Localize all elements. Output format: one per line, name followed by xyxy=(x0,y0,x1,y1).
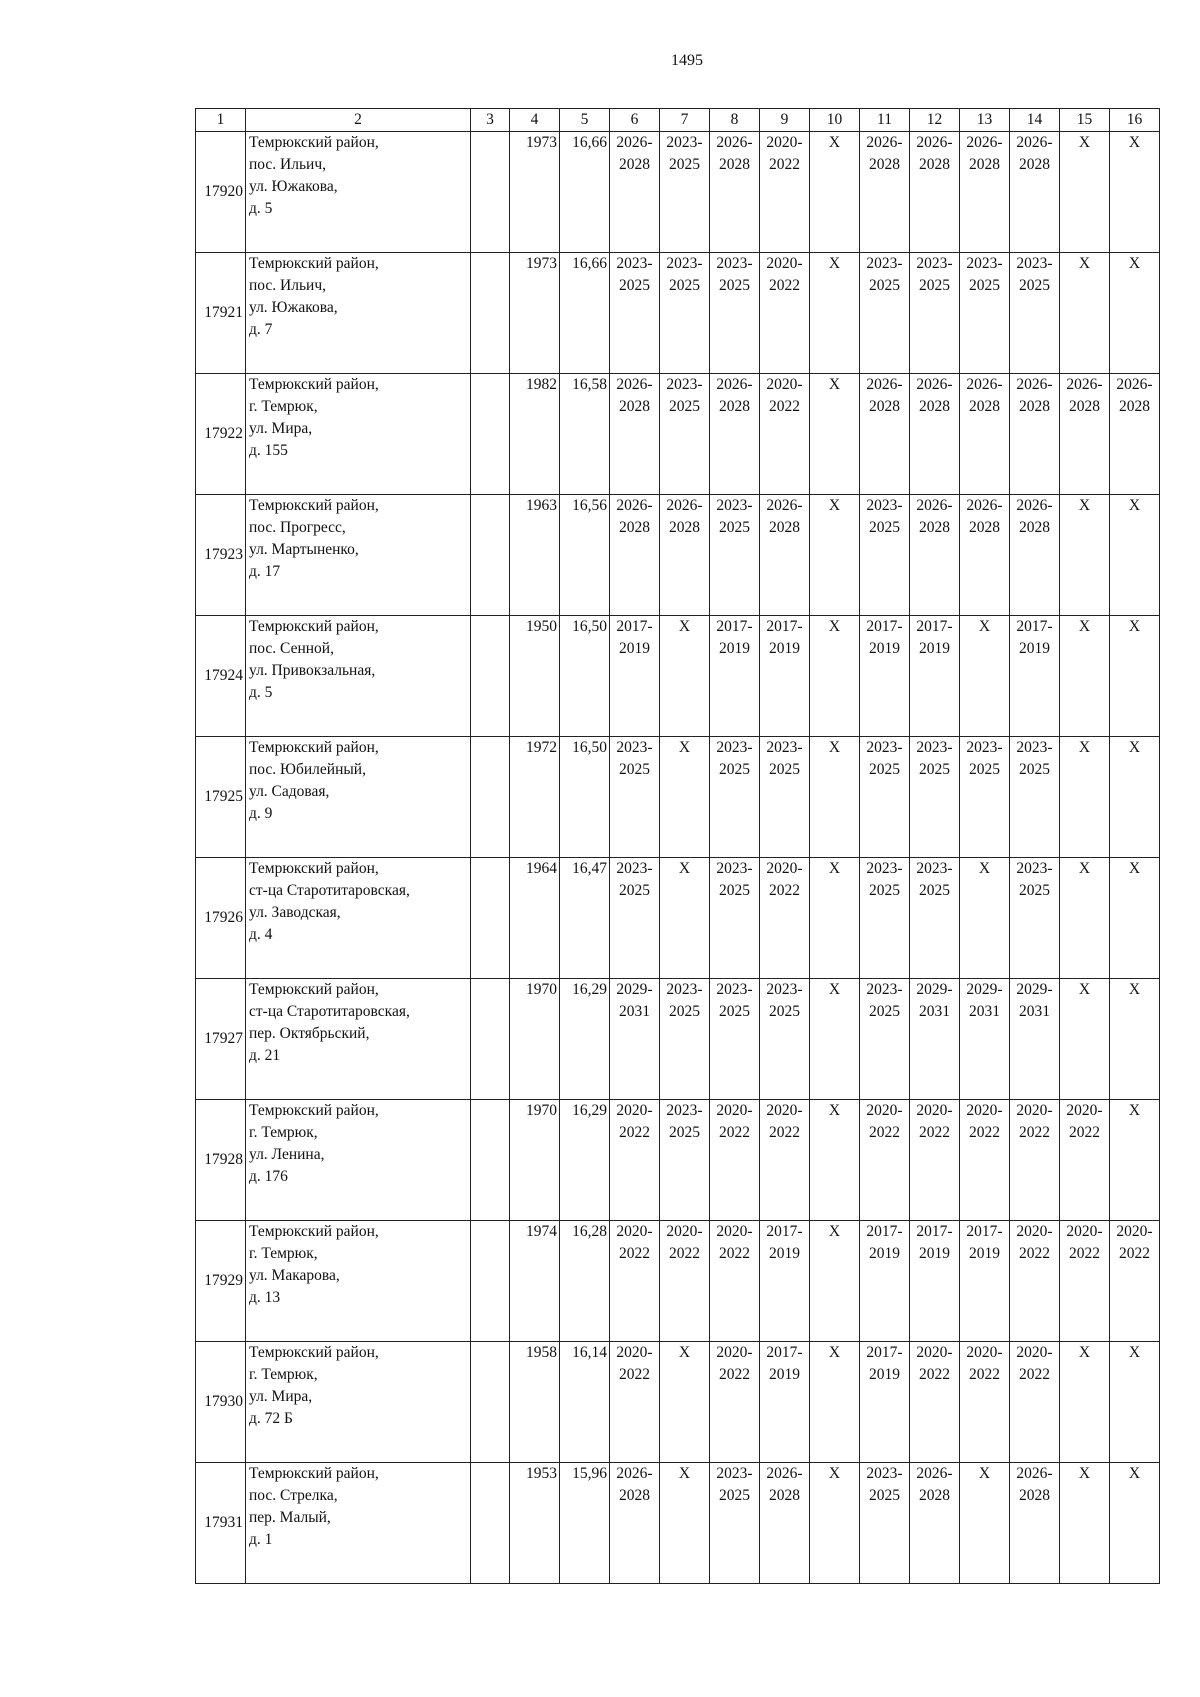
period-cell-col-15: Х xyxy=(1060,1463,1110,1584)
value-cell: 16,29 xyxy=(560,1100,610,1221)
period-cell-col-16: Х xyxy=(1110,737,1160,858)
period-cell-col-12: 2020- 2022 xyxy=(910,1100,960,1221)
period-cell-col-8: 2023- 2025 xyxy=(710,1463,760,1584)
period-cell-col-10: Х xyxy=(810,253,860,374)
address-line: Темрюкский район, xyxy=(249,1102,379,1119)
period-cell-col-7: Х xyxy=(660,1463,710,1584)
period-cell-col-8: 2023- 2025 xyxy=(710,858,760,979)
period-cell-col-6: 2023- 2025 xyxy=(610,737,660,858)
year-cell: 1964 xyxy=(510,858,560,979)
address-line: Темрюкский район, xyxy=(249,255,379,272)
period-cell-col-8: 2020- 2022 xyxy=(710,1100,760,1221)
period-cell-col-8: 2017- 2019 xyxy=(710,616,760,737)
period-cell-col-14: 2026- 2028 xyxy=(1010,374,1060,495)
column-3-cell xyxy=(471,253,510,374)
column-header-8: 8 xyxy=(710,109,760,132)
period-cell-col-13: 2020- 2022 xyxy=(960,1100,1010,1221)
period-cell-col-9: 2017- 2019 xyxy=(760,1342,810,1463)
address-line: Темрюкский район, xyxy=(249,981,379,998)
period-cell-col-15: Х xyxy=(1060,858,1110,979)
period-cell-col-15: 2020- 2022 xyxy=(1060,1100,1110,1221)
table-row xyxy=(196,1463,1160,1584)
period-cell-col-11: 2023- 2025 xyxy=(860,737,910,858)
period-cell-col-6: 2029- 2031 xyxy=(610,979,660,1100)
address-line: д. 1 xyxy=(249,1531,273,1548)
year-cell: 1973 xyxy=(510,253,560,374)
period-cell-col-12: 2023- 2025 xyxy=(910,737,960,858)
address-line: ул. Привокзальная, xyxy=(249,662,376,679)
value-cell: 16,50 xyxy=(560,616,610,737)
address-line: д. 72 Б xyxy=(249,1410,293,1427)
row-number: 17929 xyxy=(196,1221,246,1342)
value-cell: 16,66 xyxy=(560,132,610,253)
table-row xyxy=(196,858,1160,979)
value-cell: 16,66 xyxy=(560,253,610,374)
period-cell-col-9: 2017- 2019 xyxy=(760,1221,810,1342)
period-cell-col-14: 2020- 2022 xyxy=(1010,1100,1060,1221)
period-cell-col-13: 2017- 2019 xyxy=(960,1221,1010,1342)
address-line: д. 17 xyxy=(249,563,281,580)
address-line: ул. Макарова, xyxy=(249,1267,340,1284)
table-row xyxy=(196,1342,1160,1463)
period-cell-col-10: Х xyxy=(810,979,860,1100)
row-number: 17920 xyxy=(196,132,246,253)
address-line: д. 176 xyxy=(249,1168,288,1185)
address-cell xyxy=(246,737,471,858)
row-number: 17928 xyxy=(196,1100,246,1221)
period-cell-col-9: 2020- 2022 xyxy=(760,374,810,495)
period-cell-col-8: 2023- 2025 xyxy=(710,737,760,858)
column-header-4: 4 xyxy=(510,109,560,132)
period-cell-col-16: Х xyxy=(1110,495,1160,616)
year-cell: 1972 xyxy=(510,737,560,858)
period-cell-col-13: 2020- 2022 xyxy=(960,1342,1010,1463)
period-cell-col-12: 2029- 2031 xyxy=(910,979,960,1100)
period-cell-col-15: Х xyxy=(1060,1342,1110,1463)
address-line: Темрюкский район, xyxy=(249,497,379,514)
address-line: пос. Ильич, xyxy=(249,156,327,173)
period-cell-col-11: 2023- 2025 xyxy=(860,495,910,616)
period-cell-col-13: Х xyxy=(960,1463,1010,1584)
column-3-cell xyxy=(471,1463,510,1584)
period-cell-col-7: Х xyxy=(660,737,710,858)
column-3-cell xyxy=(471,737,510,858)
period-cell-col-7: 2023- 2025 xyxy=(660,1100,710,1221)
address-line: пос. Стрелка, xyxy=(249,1487,338,1504)
period-cell-col-14: 2026- 2028 xyxy=(1010,1463,1060,1584)
period-cell-col-16: 2020- 2022 xyxy=(1110,1221,1160,1342)
period-cell-col-10: Х xyxy=(810,374,860,495)
period-cell-col-14: 2020- 2022 xyxy=(1010,1221,1060,1342)
period-cell-col-6: 2023- 2025 xyxy=(610,858,660,979)
period-cell-col-11: 2023- 2025 xyxy=(860,858,910,979)
period-cell-col-13: 2023- 2025 xyxy=(960,737,1010,858)
row-number: 17925 xyxy=(196,737,246,858)
value-cell: 16,56 xyxy=(560,495,610,616)
period-cell-col-11: 2023- 2025 xyxy=(860,1463,910,1584)
column-header-9: 9 xyxy=(760,109,810,132)
address-line: пос. Юбилейный, xyxy=(249,761,366,778)
table-row xyxy=(196,374,1160,495)
address-cell xyxy=(246,1342,471,1463)
address-line: пер. Малый, xyxy=(249,1509,331,1526)
address-cell xyxy=(246,858,471,979)
address-line: пос. Сенной, xyxy=(249,640,334,657)
value-cell: 16,29 xyxy=(560,979,610,1100)
period-cell-col-10: Х xyxy=(810,616,860,737)
period-cell-col-11: 2017- 2019 xyxy=(860,1221,910,1342)
column-header-5: 5 xyxy=(560,109,610,132)
period-cell-col-15: 2026- 2028 xyxy=(1060,374,1110,495)
period-cell-col-16: Х xyxy=(1110,616,1160,737)
address-line: ст-ца Старотитаровская, xyxy=(249,882,410,899)
period-cell-col-6: 2020- 2022 xyxy=(610,1342,660,1463)
column-header-15: 15 xyxy=(1060,109,1110,132)
period-cell-col-8: 2020- 2022 xyxy=(710,1342,760,1463)
row-number: 17921 xyxy=(196,253,246,374)
period-cell-col-9: 2023- 2025 xyxy=(760,979,810,1100)
address-line: д. 7 xyxy=(249,321,273,338)
period-cell-col-13: Х xyxy=(960,616,1010,737)
year-cell: 1950 xyxy=(510,616,560,737)
period-cell-col-6: 2017- 2019 xyxy=(610,616,660,737)
table-row xyxy=(196,979,1160,1100)
value-cell: 15,96 xyxy=(560,1463,610,1584)
period-cell-col-15: Х xyxy=(1060,132,1110,253)
period-cell-col-10: Х xyxy=(810,737,860,858)
value-cell: 16,47 xyxy=(560,858,610,979)
year-cell: 1974 xyxy=(510,1221,560,1342)
year-cell: 1970 xyxy=(510,979,560,1100)
column-header-3: 3 xyxy=(471,109,510,132)
period-cell-col-16: Х xyxy=(1110,1463,1160,1584)
address-line: Темрюкский район, xyxy=(249,739,379,756)
year-cell: 1953 xyxy=(510,1463,560,1584)
period-cell-col-15: 2020- 2022 xyxy=(1060,1221,1110,1342)
period-cell-col-11: 2017- 2019 xyxy=(860,1342,910,1463)
address-line: д. 21 xyxy=(249,1047,281,1064)
address-line: Темрюкский район, xyxy=(249,1344,379,1361)
period-cell-col-15: Х xyxy=(1060,616,1110,737)
table-row xyxy=(196,1221,1160,1342)
column-3-cell xyxy=(471,1100,510,1221)
period-cell-col-15: Х xyxy=(1060,495,1110,616)
period-cell-col-7: 2023- 2025 xyxy=(660,132,710,253)
address-cell xyxy=(246,1463,471,1584)
period-cell-col-12: 2020- 2022 xyxy=(910,1342,960,1463)
period-cell-col-6: 2023- 2025 xyxy=(610,253,660,374)
period-cell-col-10: Х xyxy=(810,1463,860,1584)
column-header-13: 13 xyxy=(960,109,1010,132)
period-cell-col-12: 2026- 2028 xyxy=(910,374,960,495)
address-line: Темрюкский район, xyxy=(249,376,379,393)
column-header-16: 16 xyxy=(1110,109,1160,132)
period-cell-col-11: 2026- 2028 xyxy=(860,132,910,253)
period-cell-col-13: 2026- 2028 xyxy=(960,495,1010,616)
period-cell-col-16: Х xyxy=(1110,132,1160,253)
period-cell-col-15: Х xyxy=(1060,253,1110,374)
period-cell-col-16: Х xyxy=(1110,1342,1160,1463)
period-cell-col-7: Х xyxy=(660,1342,710,1463)
column-header-12: 12 xyxy=(910,109,960,132)
period-cell-col-10: Х xyxy=(810,1221,860,1342)
column-header-2: 2 xyxy=(246,109,471,132)
period-cell-col-8: 2020- 2022 xyxy=(710,1221,760,1342)
period-cell-col-11: 2026- 2028 xyxy=(860,374,910,495)
table-row xyxy=(196,1100,1160,1221)
address-line: д. 4 xyxy=(249,926,273,943)
period-cell-col-6: 2026- 2028 xyxy=(610,495,660,616)
period-cell-col-10: Х xyxy=(810,858,860,979)
value-cell: 16,28 xyxy=(560,1221,610,1342)
column-3-cell xyxy=(471,132,510,253)
address-cell xyxy=(246,1221,471,1342)
header-row xyxy=(196,109,1160,132)
period-cell-col-13: 2023- 2025 xyxy=(960,253,1010,374)
period-cell-col-14: 2023- 2025 xyxy=(1010,858,1060,979)
address-line: д. 5 xyxy=(249,684,273,701)
period-cell-col-12: 2026- 2028 xyxy=(910,132,960,253)
address-cell xyxy=(246,979,471,1100)
row-number: 17931 xyxy=(196,1463,246,1584)
period-cell-col-7: 2026- 2028 xyxy=(660,495,710,616)
period-cell-col-7: 2023- 2025 xyxy=(660,374,710,495)
row-number: 17926 xyxy=(196,858,246,979)
address-line: г. Темрюк, xyxy=(249,1245,318,1262)
period-cell-col-9: 2023- 2025 xyxy=(760,737,810,858)
address-line: ул. Мартыненко, xyxy=(249,541,359,558)
period-cell-col-14: 2029- 2031 xyxy=(1010,979,1060,1100)
period-cell-col-7: 2023- 2025 xyxy=(660,253,710,374)
address-line: ул. Южакова, xyxy=(249,299,338,316)
table-row xyxy=(196,253,1160,374)
address-cell xyxy=(246,616,471,737)
address-cell xyxy=(246,495,471,616)
period-cell-col-14: 2023- 2025 xyxy=(1010,253,1060,374)
period-cell-col-7: Х xyxy=(660,858,710,979)
address-cell xyxy=(246,253,471,374)
period-cell-col-9: 2017- 2019 xyxy=(760,616,810,737)
period-cell-col-13: Х xyxy=(960,858,1010,979)
table-body xyxy=(196,132,1160,1584)
column-3-cell xyxy=(471,1221,510,1342)
period-cell-col-9: 2026- 2028 xyxy=(760,495,810,616)
row-number: 17924 xyxy=(196,616,246,737)
column-header-1: 1 xyxy=(196,109,246,132)
address-line: ул. Заводская, xyxy=(249,904,341,921)
address-line: пос. Прогресс, xyxy=(249,519,346,536)
address-line: ст-ца Старотитаровская, xyxy=(249,1003,410,1020)
period-cell-col-12: 2023- 2025 xyxy=(910,858,960,979)
period-cell-col-8: 2023- 2025 xyxy=(710,495,760,616)
address-line: д. 155 xyxy=(249,442,288,459)
column-header-10: 10 xyxy=(810,109,860,132)
row-number: 17927 xyxy=(196,979,246,1100)
column-3-cell xyxy=(471,858,510,979)
period-cell-col-9: 2020- 2022 xyxy=(760,858,810,979)
address-line: пер. Октябрьский, xyxy=(249,1025,370,1042)
period-cell-col-12: 2017- 2019 xyxy=(910,616,960,737)
column-header-7: 7 xyxy=(660,109,710,132)
period-cell-col-8: 2026- 2028 xyxy=(710,132,760,253)
value-cell: 16,50 xyxy=(560,737,610,858)
period-cell-col-6: 2026- 2028 xyxy=(610,1463,660,1584)
address-line: д. 5 xyxy=(249,200,273,217)
row-number: 17922 xyxy=(196,374,246,495)
period-cell-col-8: 2023- 2025 xyxy=(710,979,760,1100)
address-line: ул. Ленина, xyxy=(249,1146,325,1163)
period-cell-col-13: 2029- 2031 xyxy=(960,979,1010,1100)
period-cell-col-7: 2023- 2025 xyxy=(660,979,710,1100)
period-cell-col-13: 2026- 2028 xyxy=(960,132,1010,253)
address-line: д. 9 xyxy=(249,805,273,822)
period-cell-col-6: 2026- 2028 xyxy=(610,132,660,253)
address-line: ул. Мира, xyxy=(249,1388,313,1405)
year-cell: 1963 xyxy=(510,495,560,616)
column-3-cell xyxy=(471,616,510,737)
period-cell-col-15: Х xyxy=(1060,979,1110,1100)
period-cell-col-14: 2023- 2025 xyxy=(1010,737,1060,858)
address-line: Темрюкский район, xyxy=(249,860,379,877)
column-header-14: 14 xyxy=(1010,109,1060,132)
address-line: г. Темрюк, xyxy=(249,1124,318,1141)
row-number: 17930 xyxy=(196,1342,246,1463)
address-line: Темрюкский район, xyxy=(249,1465,379,1482)
row-number: 17923 xyxy=(196,495,246,616)
table-row xyxy=(196,495,1160,616)
period-cell-col-10: Х xyxy=(810,1100,860,1221)
year-cell: 1973 xyxy=(510,132,560,253)
period-cell-col-15: Х xyxy=(1060,737,1110,858)
address-line: пос. Ильич, xyxy=(249,277,327,294)
address-line: Темрюкский район, xyxy=(249,134,379,151)
address-cell xyxy=(246,132,471,253)
period-cell-col-12: 2026- 2028 xyxy=(910,1463,960,1584)
period-cell-col-14: 2026- 2028 xyxy=(1010,132,1060,253)
period-cell-col-10: Х xyxy=(810,1342,860,1463)
period-cell-col-11: 2023- 2025 xyxy=(860,979,910,1100)
period-cell-col-7: 2020- 2022 xyxy=(660,1221,710,1342)
period-cell-col-16: 2026- 2028 xyxy=(1110,374,1160,495)
column-3-cell xyxy=(471,495,510,616)
period-cell-col-14: 2020- 2022 xyxy=(1010,1342,1060,1463)
year-cell: 1982 xyxy=(510,374,560,495)
address-line: ул. Садовая, xyxy=(249,783,330,800)
period-cell-col-9: 2020- 2022 xyxy=(760,1100,810,1221)
period-cell-col-12: 2023- 2025 xyxy=(910,253,960,374)
value-cell: 16,14 xyxy=(560,1342,610,1463)
column-3-cell xyxy=(471,979,510,1100)
value-cell: 16,58 xyxy=(560,374,610,495)
period-cell-col-14: 2017- 2019 xyxy=(1010,616,1060,737)
column-3-cell xyxy=(471,374,510,495)
period-cell-col-6: 2020- 2022 xyxy=(610,1100,660,1221)
period-cell-col-8: 2026- 2028 xyxy=(710,374,760,495)
period-cell-col-16: Х xyxy=(1110,858,1160,979)
table-row xyxy=(196,616,1160,737)
address-line: г. Темрюк, xyxy=(249,398,318,415)
period-cell-col-14: 2026- 2028 xyxy=(1010,495,1060,616)
period-cell-col-9: 2020- 2022 xyxy=(760,253,810,374)
year-cell: 1958 xyxy=(510,1342,560,1463)
period-cell-col-9: 2026- 2028 xyxy=(760,1463,810,1584)
period-cell-col-11: 2020- 2022 xyxy=(860,1100,910,1221)
period-cell-col-6: 2026- 2028 xyxy=(610,374,660,495)
period-cell-col-11: 2017- 2019 xyxy=(860,616,910,737)
column-3-cell xyxy=(471,1342,510,1463)
period-cell-col-16: Х xyxy=(1110,253,1160,374)
register-table xyxy=(195,108,1160,1584)
year-cell: 1970 xyxy=(510,1100,560,1221)
period-cell-col-16: Х xyxy=(1110,1100,1160,1221)
period-cell-col-16: Х xyxy=(1110,979,1160,1100)
table-row xyxy=(196,132,1160,253)
period-cell-col-12: 2026- 2028 xyxy=(910,495,960,616)
address-line: ул. Южакова, xyxy=(249,178,338,195)
address-line: Темрюкский район, xyxy=(249,1223,379,1240)
period-cell-col-13: 2026- 2028 xyxy=(960,374,1010,495)
period-cell-col-9: 2020- 2022 xyxy=(760,132,810,253)
table-row xyxy=(196,737,1160,858)
column-header-6: 6 xyxy=(610,109,660,132)
period-cell-col-8: 2023- 2025 xyxy=(710,253,760,374)
period-cell-col-7: Х xyxy=(660,616,710,737)
page-number: 1495 xyxy=(671,52,703,69)
address-cell xyxy=(246,1100,471,1221)
period-cell-col-10: Х xyxy=(810,495,860,616)
address-cell xyxy=(246,374,471,495)
period-cell-col-12: 2017- 2019 xyxy=(910,1221,960,1342)
period-cell-col-10: Х xyxy=(810,132,860,253)
column-header-11: 11 xyxy=(860,109,910,132)
period-cell-col-6: 2020- 2022 xyxy=(610,1221,660,1342)
address-line: д. 13 xyxy=(249,1289,281,1306)
period-cell-col-11: 2023- 2025 xyxy=(860,253,910,374)
address-line: г. Темрюк, xyxy=(249,1366,318,1383)
address-line: Темрюкский район, xyxy=(249,618,379,635)
address-line: ул. Мира, xyxy=(249,420,313,437)
